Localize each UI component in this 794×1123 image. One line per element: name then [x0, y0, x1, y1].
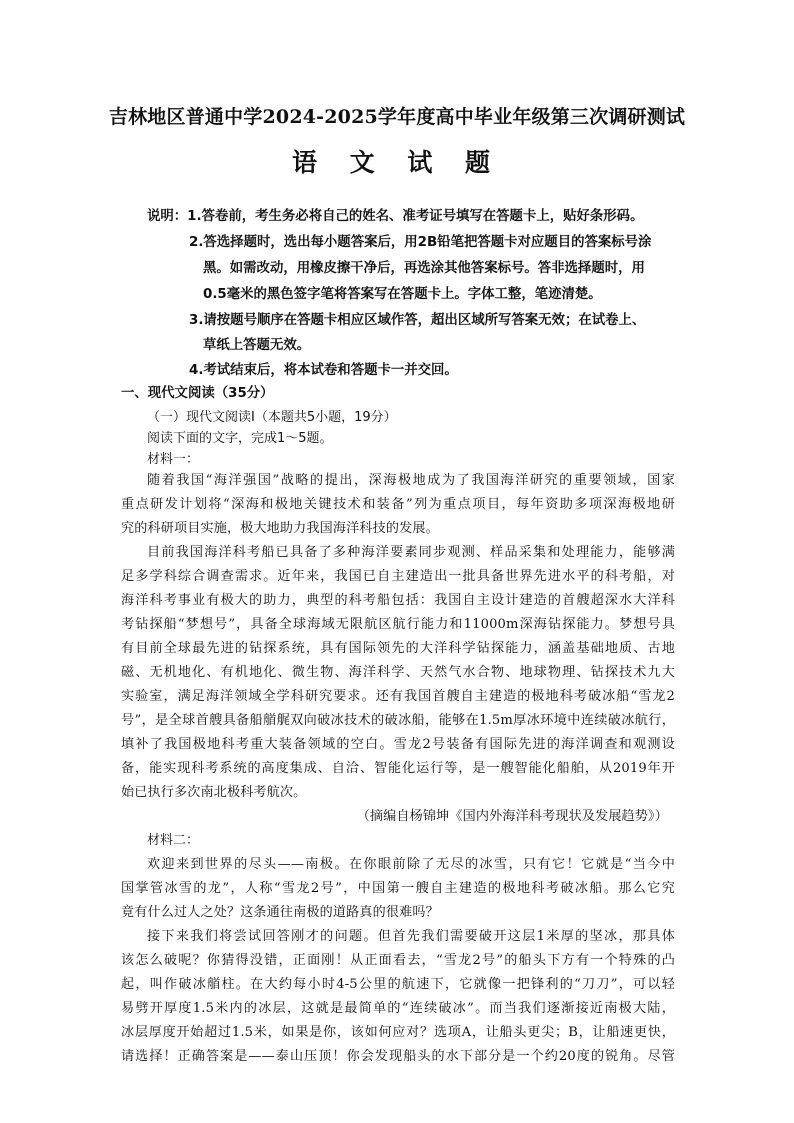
material-1-line: 重点研发计划将“深海和极地关键技术和装备”列为重点项目，每年资助多项深海极地研	[121, 497, 675, 512]
material-1-line: 填补了我国极地科考重大装备领域的空白。雪龙2号装备有国际先进的海洋调查和观测设	[121, 737, 675, 752]
subsection-heading: （一）现代文阅读Ⅰ（本题共5小题，19分）	[147, 410, 397, 425]
section-heading: 一、现代文阅读（35分）	[121, 386, 274, 401]
material-1-line: 目前我国海洋科考船已具备了多种海洋要素同步观测、样品采集和处理能力，能够满	[147, 545, 675, 560]
material-2-line: 欢迎来到世界的尽头——南极。在你眼前除了无尽的冰雪，只有它！它就是“当今中	[147, 857, 675, 872]
material-1-label: 材料一：	[147, 452, 200, 467]
reading-prompt: 阅读下面的文字，完成1～5题。	[147, 431, 333, 446]
material-2-line: 起，叫作破冰艏柱。在大约每小时4-5公里的航速下，它就像一把锋利的“刀刀”，可以轻	[121, 977, 675, 992]
material-2-line: 冰层厚度开始超过1.5米，如果是你，该如何应对？选项A，让船头更尖；B，让船速更快，	[121, 1025, 675, 1040]
material-1-line: 随着我国“海洋强国”战略的提出，深海极地成为了我国海洋研究的重要领域，国家	[147, 473, 675, 488]
material-2-line: 竟有什么过人之处？这条通往南极的道路真的很难吗？	[121, 905, 439, 920]
instruction-2-cont: 黑。如需改动，用橡皮擦干净后，再选涂其他答案标号。答非选择题时，用	[203, 261, 645, 276]
material-2-line: 接下来我们将尝试回答刚才的问题。但首先我们需要破开这层1米厚的坚冰，那具体	[147, 929, 675, 944]
material-1-line: 考钻探船“梦想号”，具备全球海域无限航区航行能力和11000m深海钻探能力。梦想号具	[121, 617, 675, 632]
material-2-line: 该怎么破呢？你猜得没错，正面刚！从正面看去，“雪龙2号”的船头下方有一个特殊的凸	[121, 953, 675, 968]
material-2-line: 易劈开厚度1.5米内的冰层，这就是最简单的“连续破冰”。而当我们逐渐接近南极大陆，	[121, 1001, 675, 1016]
material-1-line: 磁、无机地化、有机地化、微生物、海洋科学、天然气水合物、地球物理、钻探技术九大	[121, 665, 675, 680]
exam-subject: 语 文 试 题	[291, 148, 503, 177]
exam-title: 吉林地区普通中学2024-2025学年度高中毕业年级第三次调研测试	[108, 106, 686, 128]
material-1-line: 足多学科综合调查需求。近年来，我国已自主建造出一批具备世界先进水平的科考船，对	[121, 569, 675, 584]
instruction-2-cont2: 0.5毫米的黑色签字笔将答案写在答题卡上。字体工整，笔迹清楚。	[203, 287, 602, 302]
material-1-line: 海洋科考事业有极大的助力，典型的科考船包括：我国自主设计建造的首艘超深水大洋科	[121, 593, 675, 608]
material-2-line: 国掌管冰雪的龙”，人称“雪龙2号”，中国第一艘自主建造的极地科考破冰船。那么它究	[121, 881, 675, 896]
instruction-1: 说明：1.答卷前，考生务必将自己的姓名、准考证号填写在答题卡上，贴好条形码。	[147, 209, 644, 224]
material-2-label: 材料二：	[147, 833, 200, 848]
material-1-line: 号”，是全球首艘具备船艏艉双向破冰技术的破冰船，能够在1.5m厚冰环境中连续破冰航行，	[121, 713, 675, 728]
instruction-3-cont: 草纸上答题无效。	[203, 338, 311, 353]
material-1-line: 实验室，满足海洋领域全学科研究要求。还有我国首艘自主建造的极地科考破冰船“雪龙2	[121, 689, 675, 704]
material-1-line: 究的科研项目实施，极大地助力我国海洋科技的发展。	[121, 521, 439, 536]
material-1-line: 备，能实现科考系统的高度集成、自洽、智能化运行等，是一艘智能化船舶，从2019年开	[121, 761, 675, 776]
material-1-source: （摘编自杨锦坤《国内外海洋科考现状及发展趋势》）	[356, 809, 668, 824]
instruction-2: 2.答选择题时，选出每小题答案后，用2B铅笔把答题卡对应题目的答案标号涂	[189, 235, 652, 250]
material-2-line: 请选择！正确答案是——泰山压顶！你会发现船头的水下部分是一个约20度的锐角。尽管	[121, 1049, 675, 1064]
instruction-4: 4.考试结束后，将本试卷和答题卡一并交回。	[189, 363, 458, 378]
material-1-line: 始已执行多次南北极科考航次。	[121, 785, 307, 800]
instruction-3: 3.请按题号顺序在答题卡相应区域作答，超出区域所写答案无效；在试卷上、	[189, 313, 646, 328]
material-1-line: 有目前全球最先进的钻探系统，具有国际领先的大洋科学钻探能力，涵盖基础地质、古地	[121, 641, 675, 656]
